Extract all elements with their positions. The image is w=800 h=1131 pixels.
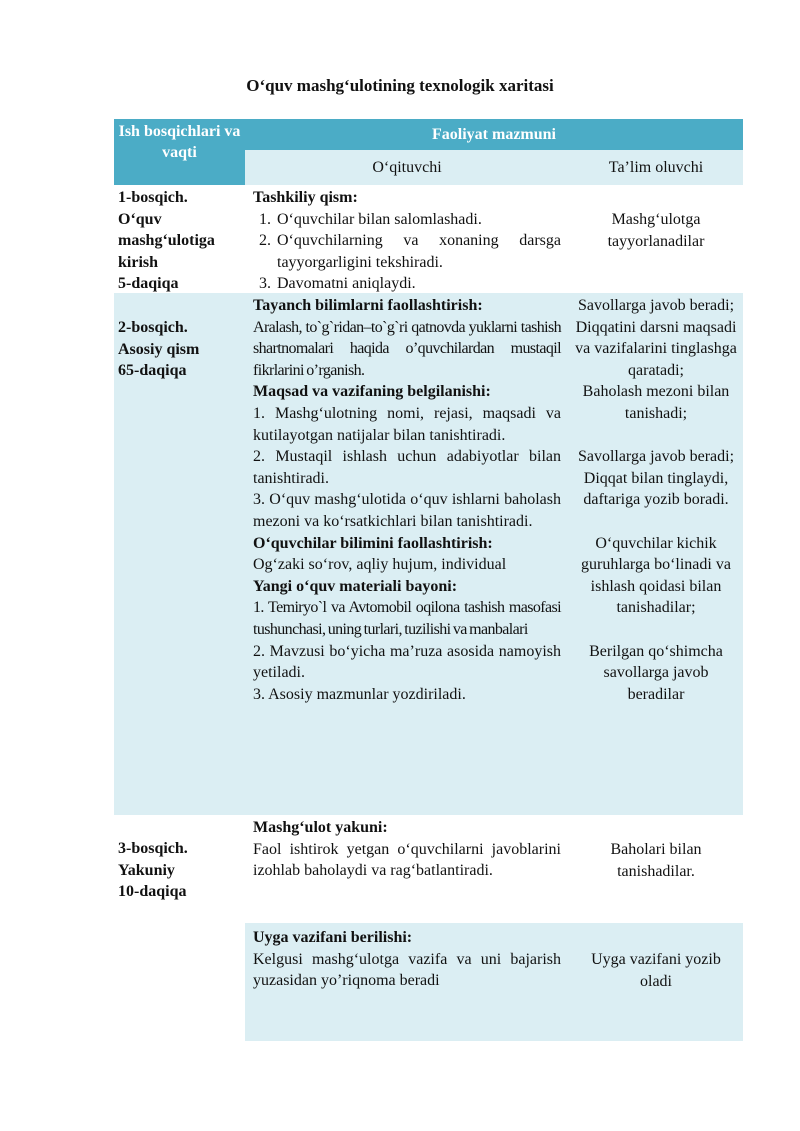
stage3-student-text: Baholari bilan tanishadilar. [610,841,702,880]
stage3-student-cell [569,815,743,923]
stage2-teacher-cell [245,293,569,815]
header-student-label: Ta’lim oluvchi [608,159,704,176]
spacer [575,511,737,533]
stage1-student-text: Mashg‘ulotga tayyorlanadilar [607,211,705,250]
stage2-student-text: Diqqat bilan tinglaydi, daftariga yozib boradi. [583,469,729,509]
stage2-student-text: Berilgan qo‘shimcha savollarga javob beradilar [589,642,723,703]
spacer [575,619,737,641]
stage2-paragraph: 2. Mavzusi bo‘yicha ma’ruza asosida namoyish yetiladi. [253,642,561,682]
stage2-heading: Maqsad va vazifaning belgilanishi: [253,383,491,401]
stage1-line: O‘quv [118,210,162,228]
header-activity-label: Faoliyat mazmuni [432,126,556,143]
header-student-cell [569,150,743,185]
stage2-heading: Tayanch bilimlarni faollashtirish: [253,297,483,314]
stage1-teacher-cell [245,185,569,293]
homework-heading: Uyga vazifani berilishi: [253,929,413,946]
stage2-paragraph: 1. Temiryo`l va Avtomobil oqilona tashish masofasi tushunchasi, uning turlari, tuzilishi va manbalari [253,599,561,638]
stage2-student-text: Savollarga javob beradi; [577,297,735,314]
stage2-line: 2-bosqich. [118,319,188,336]
stage2-paragraph: 3. Asosiy mazmunlar yozdiriladi. [253,685,466,703]
stage2-line: Asosiy qism [118,340,200,358]
spacer [575,425,737,447]
stage2-student-cell [569,293,743,815]
homework-student-cell [569,923,743,1041]
stage3-line: 3-bosqich. [118,840,188,857]
homework-teacher-cell [245,923,569,1041]
stage2-heading: Yangi o‘quv materiali bayoni: [253,577,458,595]
stage1-line: 1-bosqich. [118,189,188,206]
stage3-label-cell [114,815,245,1041]
stage3-line: 10-daqiqa [118,883,187,901]
stage1-label-cell [114,185,245,293]
technology-map-table [114,119,743,1041]
stage2-paragraph: Aralash, to`g`ridan–to`g`ri qatnovda yuklarni tashish shartnomalari haqida o’quvchilardan mustaqil fikrlarini o’rganish. [253,318,561,379]
header-teacher-cell [245,150,569,185]
stage1-line: kirish [118,253,159,271]
homework-student-text: Uyga vazifani yozib oladi [591,951,721,990]
stage2-student-text: Savollarga javob beradi; [577,448,735,466]
stage2-student-text: Baholash mezoni bilan tanishadi; [582,383,730,422]
stage2-paragraph: 2. Mustaqil ishlash uchun adabiyotlar bilan tanishtiradi. [253,448,561,487]
document-title: O‘quv mashg‘ulotining texnologik xaritasi [246,76,554,95]
stage1-item: 1. O‘quvchilar bilan salomlashadi. [275,209,561,231]
stage1-line: 5-daqiqa [118,275,179,293]
header-teacher-label: O‘qituvchi [372,159,442,176]
stage3-heading: Mashg‘ulot yakuni: [253,819,388,836]
header-stages-label: Ish bosqichlari va vaqti [118,123,241,161]
stage2-line: 65-daqiqa [118,362,187,380]
stage2-student-text: O‘quvchilar kichik guruhlarga bo‘linadi va ishlash qoidasi bilan tanishadilar; [581,534,731,617]
stage2-paragraph: Og‘zaki so‘rov, aqliy hujum, individual [253,556,507,574]
stage2-paragraph: 3. O‘quv mashg‘ulotida o‘quv ishlarni baholash mezoni va ko‘rsatkichlari bilan tanishtiradi. [253,491,561,530]
header-activity-cell [245,119,743,150]
stage3-paragraph: Faol ishtirok yetgan o‘quvchilarni javoblarini izohlab baholaydi va rag‘batlantiradi. [253,840,561,880]
stage1-line: mashg‘ulotiga [118,232,215,250]
header-stages-cell [114,119,245,185]
homework-paragraph: Kelgusi mashg‘ulotga vazifa va uni bajarish yuzasidan yo’riqnoma beradi [253,950,561,990]
stage3-teacher-cell [245,815,569,923]
stage1-item: 3. Davomatni aniqlaydi. [275,273,561,295]
stage2-heading: O‘quvchilar bilimini faollashtirish: [253,534,493,552]
stage1-heading: Tashkiliy qism: [253,189,358,206]
stage1-item: 2. O‘quvchilarning va xonaning darsga tayyorgarligini tekshiradi. [275,230,561,273]
stage2-paragraph: 1. Mashg‘ulotning nomi, rejasi, maqsadi va kutilayotgan natijalar bilan tanishtiradi. [253,404,561,444]
stage3-line: Yakuniy [118,861,175,879]
stage2-student-text: Diqqatini darsni maqsadi va vazifalarini tinglashga qaratadi; [575,318,737,379]
stage1-student-cell [569,185,743,293]
stage2-label-cell [114,293,245,815]
